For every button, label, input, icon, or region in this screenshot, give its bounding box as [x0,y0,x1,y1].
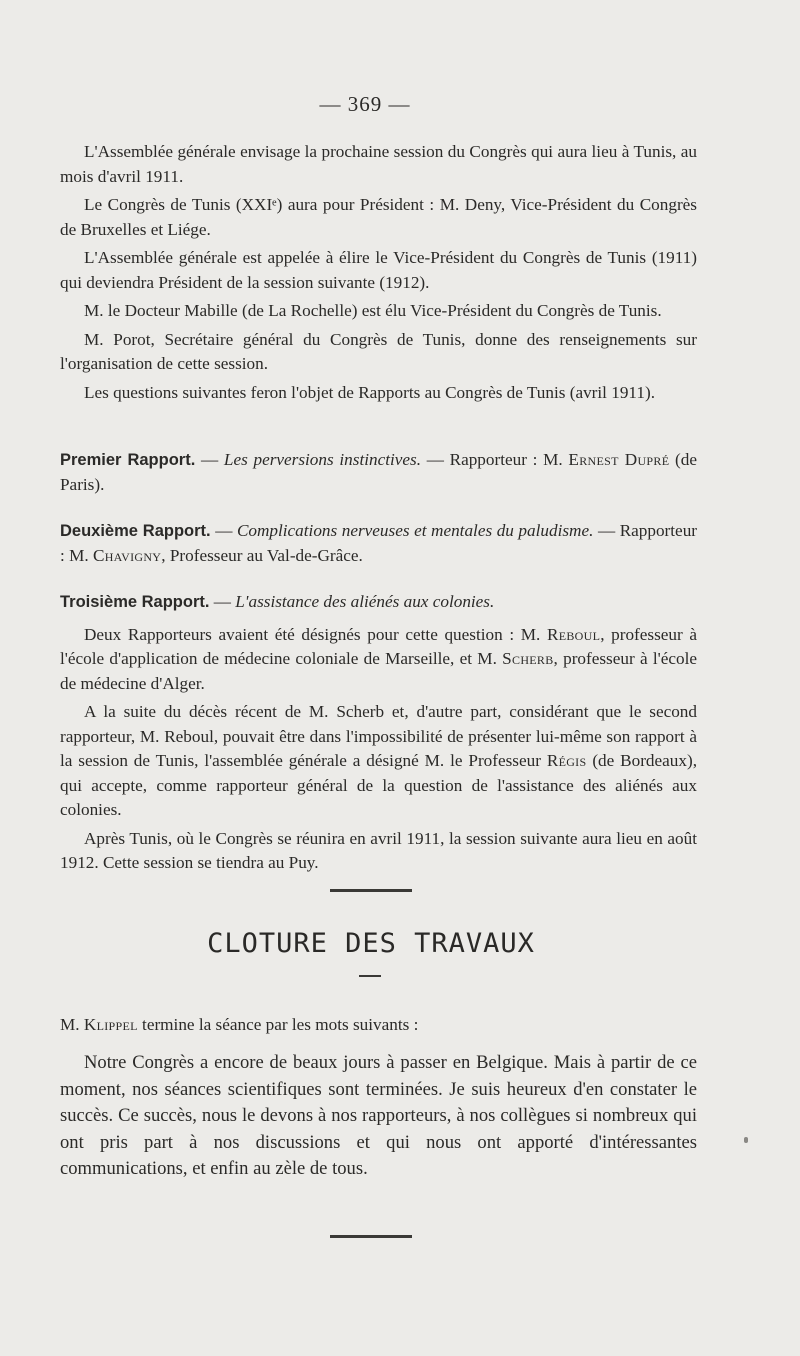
report-title: Les perversions instinctives. [223,450,422,469]
paragraph-next-session: L'Assemblée générale envisage la prochaine session du Congrès qui aura lieu à Tunis, au mois d'avril 1911. [60,142,697,186]
rapporteur-name: Chavigny [92,545,162,565]
report-second: Deuxième Rapport. — Complications nerveuses et mentales du paludisme. — Rapporteur : M. Chavigny, Professeur au Val-de-Grâce. [60,521,698,565]
closing-intro: M. Klippel termine la séance par les mots suivants : [60,1015,419,1034]
person-name: Reboul [546,624,601,644]
paragraph-questions: Les questions suivantes feron l'objet de Rapports au Congrès de Tunis (avril 1911). [84,382,656,402]
paragraph-next-sessions: Après Tunis, où le Congrès se réunira en avril 1911, la session suivante aura lieu en août 1912. Cette session se tiendra au Puy. [60,828,697,872]
person-name: Régis [546,751,587,770]
paragraph-secretary: M. Porot, Secrétaire général du Congrès de Tunis, donne des renseignements sur l'organisation de cette session. [60,329,697,373]
person-name: Klippel [83,1015,138,1034]
page-number: — 369 — [319,92,411,116]
meeting-minutes-top [60,140,697,409]
report-third: Troisième Rapport. — L'assistance des aliénés aux colonies. Deux Rapporteurs avaient été désignés pour cette question : M. Reboul, professeur à l'école d'application de médecine coloniale de Marseille, et M. Scherb, professeur à l'école de médecine d'Alger. A la suite du décès récent de M. Scherb et, d'autre part, considérant que le second rapporteur, M. Reboul, pouvait être dans l'impossibilité de présenter lui-même son rapport à la session de Tunis, l'assemblée générale a désigné M. le Professeur Régis (de Bordeaux), qui accepte, comme rapporteur général de la question de l'assistance des aliénés aux colonies. Après Tunis, où le Congrès se réunira en avril 1911, la session suivante aura lieu en août 1912. Cette session se tiendra au Puy. [60,590,697,880]
report-title: Complications nerveuses et mentales du paludisme. [236,521,594,540]
paragraph-general-rapporteur: A la suite du décès récent de M. Scherb et, d'autre part, considérant que le second rapporteur, M. Reboul, pouvait être dans l'impossibilité de présenter lui-même son rapport à la session de Tunis, l'assemblée générale a désigné M. le Professeur Régis (de Bordeaux), qui accepte, comme rapporteur général de la question de l'assistance des aliénés aux colonies. [60,702,697,819]
report-first: Premier Rapport. — Les perversions instinctives. — Rapporteur : M. Ernest Dupré (de Paris). [60,450,697,494]
rapporteur-name: Ernest Dupré [568,450,670,469]
end-divider [330,1235,412,1238]
paragraph-vice-president-election: L'Assemblée générale est appelée à élire le Vice-Président du Congrès de Tunis (1911) qui deviendra Président de la session suivante (1912). [60,248,697,292]
closing-speech: Notre Congrès a encore de beaux jours à passer en Belgique. Mais à partir de ce moment, nos séances scientifiques sont terminées. Je suis heureux d'en constater le succès. Ce succès, nous le devons à nos rapporteurs, à nos collègues si nombreux qui ont pris part à nos discussions et qui nous ont apporté d'intéressantes communications, et enfin au zèle de tous. [60,1052,697,1179]
report-title: L'assistance des aliénés aux colonies. [235,592,495,611]
person-name: Scherb [502,649,554,668]
report-heading: Premier Rapport. [60,451,196,469]
print-speck [744,1137,748,1143]
section-divider [330,889,412,892]
report-heading: Troisième Rapport. [60,593,210,611]
section-title: CLOTURE DES TRAVAUX [207,928,535,959]
paragraph-vice-president-elected: M. le Docteur Mabille (de La Rochelle) est élu Vice-Président du Congrès de Tunis. [84,301,662,320]
paragraph-president: Le Congrès de Tunis (XXIᵉ) aura pour Président : M. Deny, Vice-Président du Congrès de Bruxelles et Liége. [60,195,697,239]
report-heading: Deuxième Rapport. [60,522,211,540]
title-underline [359,975,381,977]
paragraph-rapporteurs: Deux Rapporteurs avaient été désignés pour cette question : M. Reboul, professeur à l'école d'application de médecine coloniale de Marseille, et M. Scherb, professeur à l'école de médecine d'Alger. [60,624,698,693]
